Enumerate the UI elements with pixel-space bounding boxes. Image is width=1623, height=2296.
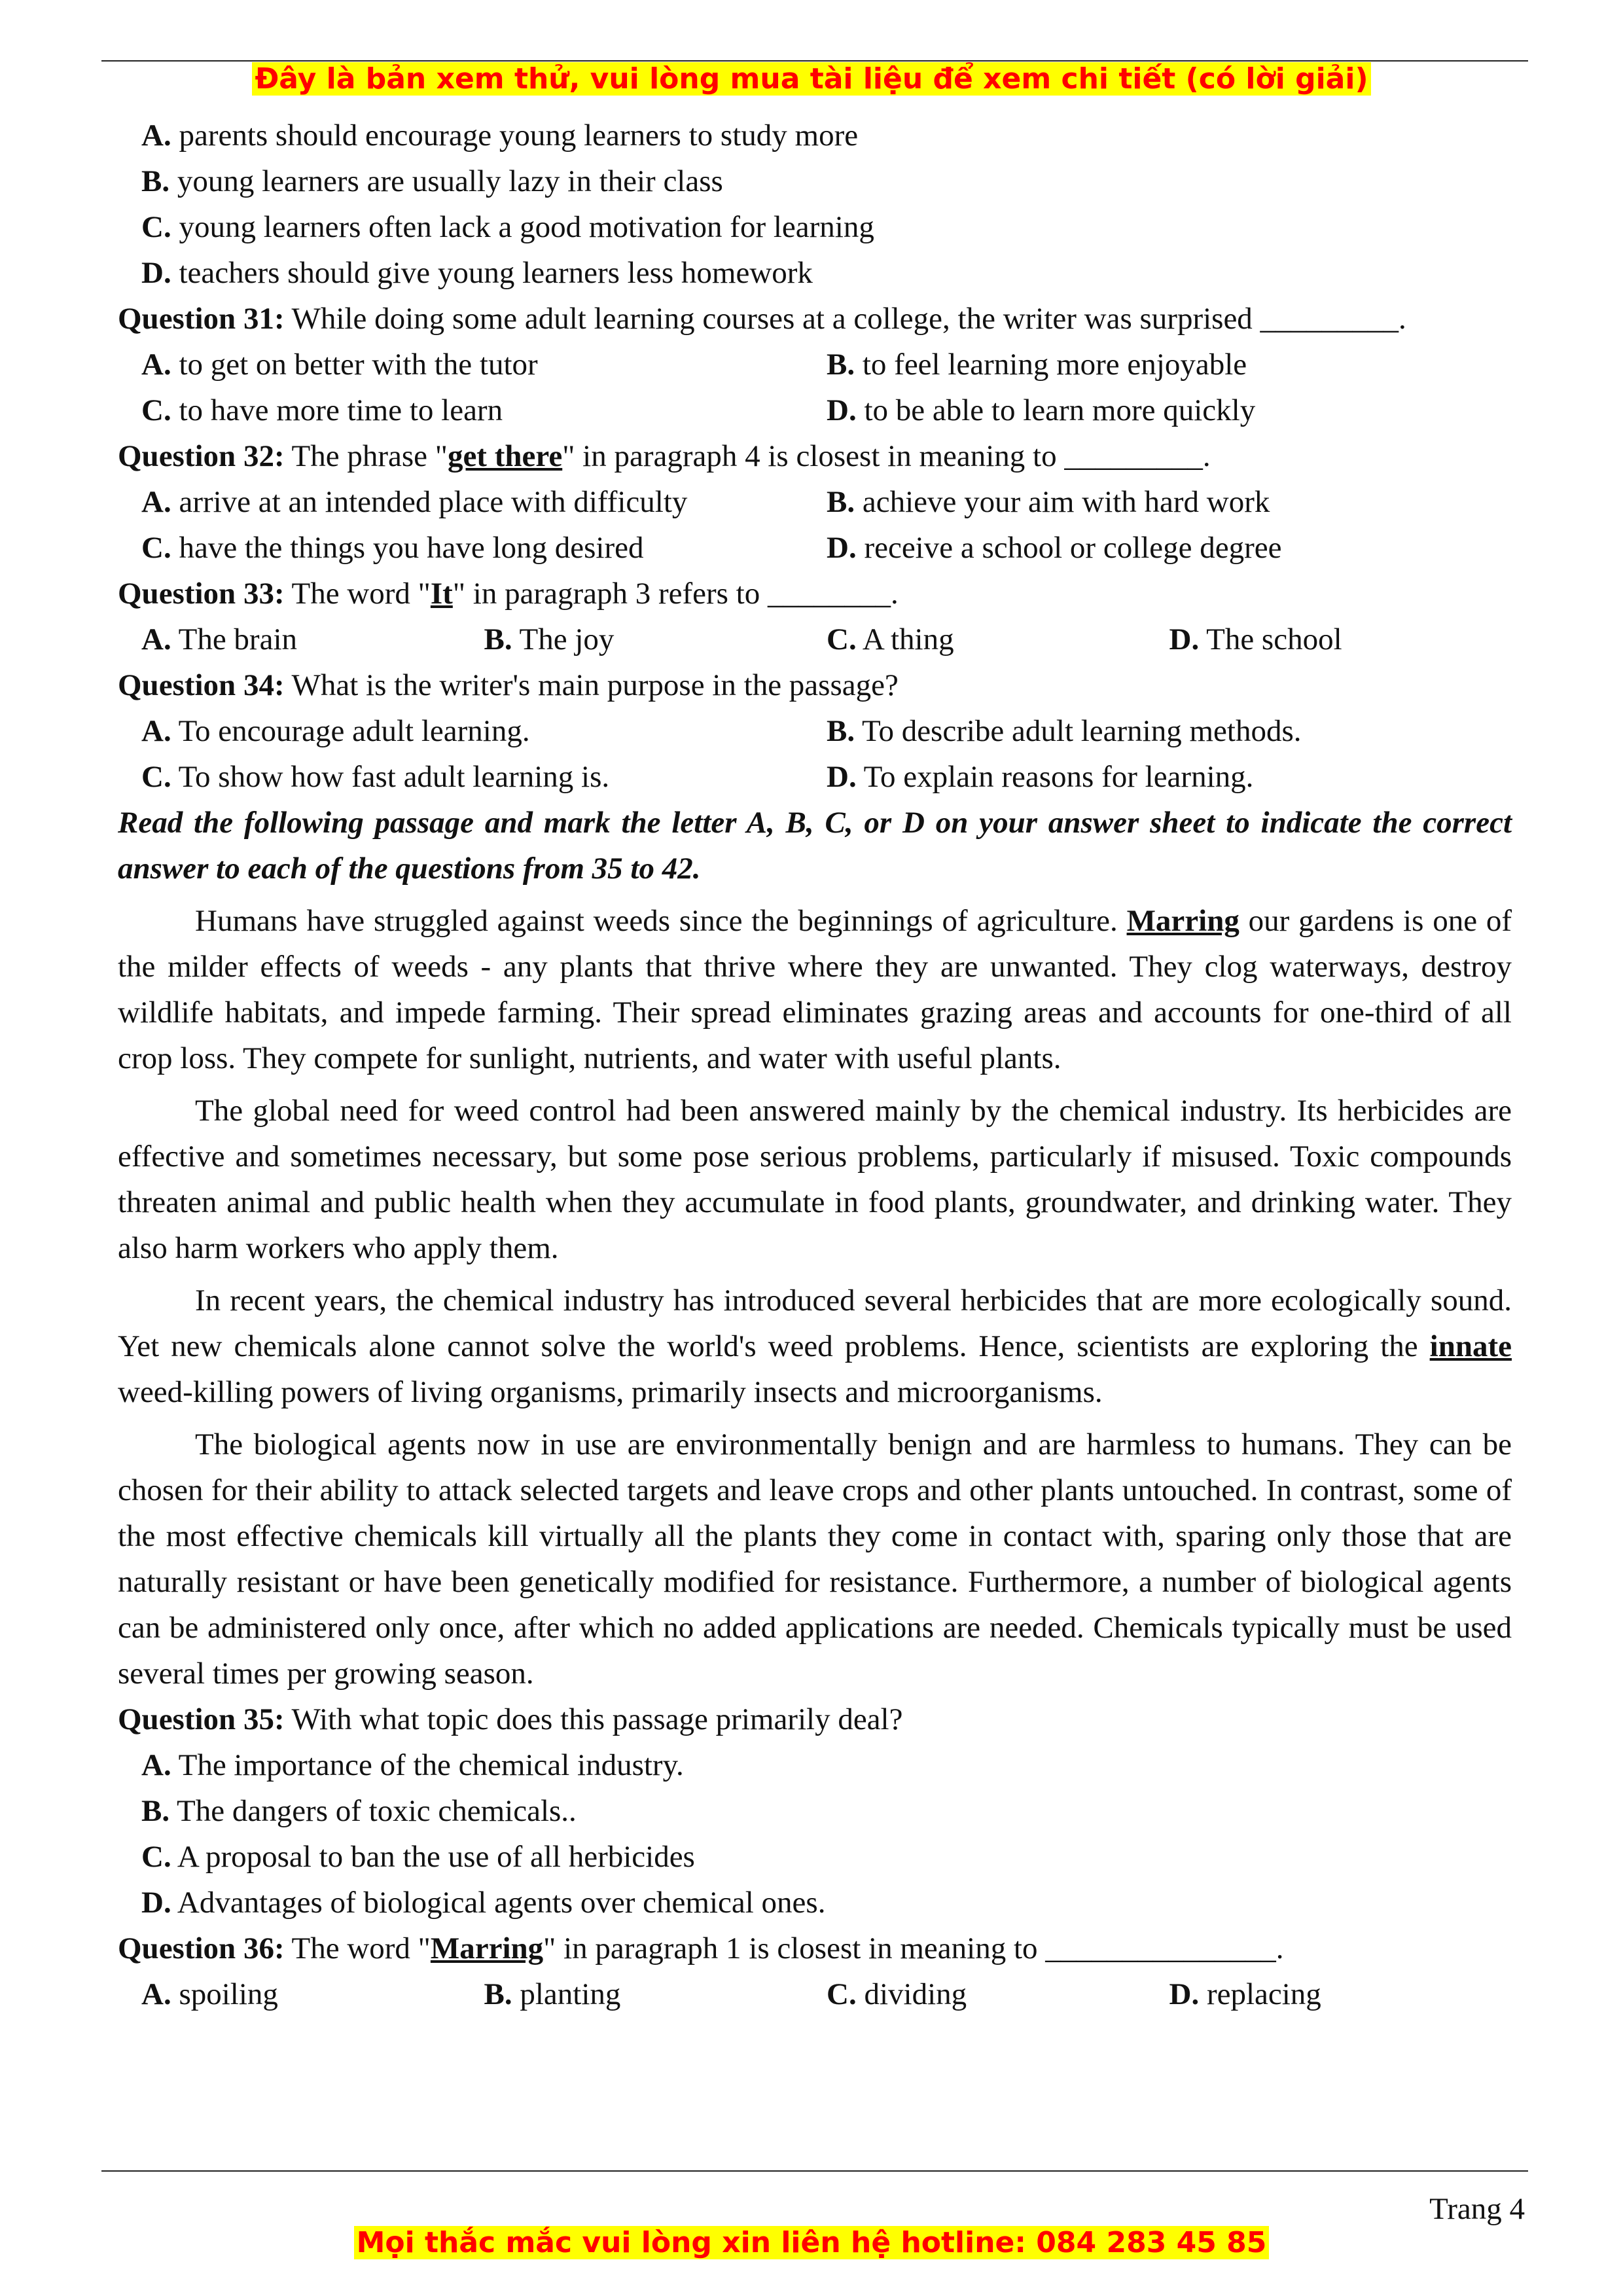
question-32: Question 32: The phrase "get there" in paragraph 4 is closest in meaning to _________. xyxy=(118,439,1211,473)
q30-option-a[interactable]: A. parents should encourage young learners to study more xyxy=(141,118,859,152)
q30-option-b[interactable]: B. young learners are usually lazy in their class xyxy=(141,164,723,198)
q36-option-b[interactable]: B. planting xyxy=(484,1977,621,2011)
q36-options-row xyxy=(141,1971,1512,2017)
q31-options-row-2 xyxy=(141,387,1512,433)
passage-paragraph-1: Humans have struggled against weeds since the beginnings of agriculture. Marring our gardens is one of the milder effects of weeds - any plants that thrive where they are unwanted. They clog waterways, destroy wildlife habitats, and impede farming. Their spread eliminates grazing areas and accounts for one-third of all crop loss. They compete for sunlight, nutrients, and water with useful plants. xyxy=(118,904,1512,1075)
q35-option-a[interactable]: A. The importance of the chemical industry. xyxy=(141,1748,684,1782)
page-number: Trang 4 xyxy=(1429,2192,1525,2226)
question-35: Question 35: With what topic does this passage primarily deal? xyxy=(118,1702,903,1736)
q31-option-d[interactable]: D. to be able to learn more quickly xyxy=(827,393,1256,427)
q33-option-b[interactable]: B. The joy xyxy=(484,622,615,656)
q31-option-b[interactable]: B. to feel learning more enjoyable xyxy=(827,348,1247,382)
q36-option-d[interactable]: D. replacing xyxy=(1169,1977,1321,2011)
preview-notice-text: Đây là bản xem thử, vui lòng mua tài liệu để xem chi tiết (có lời giải) xyxy=(252,62,1370,96)
passage-paragraph-2: The global need for weed control had been answered mainly by the chemical industry. Its herbicides are effective and sometimes necessary, but some pose serious problems, particularly if misused. Toxic compounds threaten animal and public health when they accumulate in food plants, groundwater, and drinking water. They also harm workers who apply them. xyxy=(118,1094,1512,1265)
preview-notice-banner xyxy=(0,62,1623,97)
q32-option-d[interactable]: D. receive a school or college degree xyxy=(827,531,1282,565)
reading-instruction: Read the following passage and mark the letter A, B, C, or D on your answer sheet to indicate the correct answer to each of the questions from 35 to 42. xyxy=(118,806,1512,886)
q31-option-c[interactable]: C. to have more time to learn xyxy=(141,393,503,427)
q30-option-c[interactable]: C. young learners often lack a good motivation for learning xyxy=(141,210,874,244)
q34-options-row-1 xyxy=(141,708,1512,754)
passage-paragraph-4: The biological agents now in use are environmentally benign and are harmless to humans. They can be chosen for their ability to attack selected targets and leave crops and other plants untouched. In contrast, some of the most effective chemicals kill virtually all the plants they come in contact with, sparing only those that are naturally resistant or have been genetically modified for resistance. Furthermore, a number of biological agents can be administered only once, after which no added applications are needed. Chemicals typically must be used several times per growing season. xyxy=(118,1427,1512,1691)
q34-options-row-2 xyxy=(141,754,1512,800)
q30-option-d[interactable]: D. teachers should give young learners less homework xyxy=(141,256,813,290)
q31-options-row-1 xyxy=(141,342,1512,387)
q33-option-d[interactable]: D. The school xyxy=(1169,622,1342,656)
q32-option-a[interactable]: A. arrive at an intended place with difficulty xyxy=(141,485,688,519)
q32-option-b[interactable]: B. achieve your aim with hard work xyxy=(827,485,1270,519)
q36-option-c[interactable]: C. dividing xyxy=(827,1977,967,2011)
q35-option-d[interactable]: D. Advantages of biological agents over chemical ones. xyxy=(141,1886,826,1920)
q35-option-c[interactable]: C. A proposal to ban the use of all herbicides xyxy=(141,1840,695,1874)
question-36: Question 36: The word "Marring" in paragraph 1 is closest in meaning to _______________. xyxy=(118,1931,1284,1965)
q31-option-a[interactable]: A. to get on better with the tutor xyxy=(141,348,538,382)
q34-option-d[interactable]: D. To explain reasons for learning. xyxy=(827,760,1254,794)
page-content xyxy=(118,113,1512,2017)
question-31: Question 31: While doing some adult learning courses at a college, the writer was surprised _________. xyxy=(118,302,1406,336)
q34-option-c[interactable]: C. To show how fast adult learning is. xyxy=(141,760,610,794)
q33-option-c[interactable]: C. A thing xyxy=(827,622,954,656)
q32-option-c[interactable]: C. have the things you have long desired xyxy=(141,531,644,565)
q34-option-b[interactable]: B. To describe adult learning methods. xyxy=(827,714,1302,748)
q35-option-b[interactable]: B. The dangers of toxic chemicals.. xyxy=(141,1794,577,1828)
footer-rule xyxy=(101,2170,1528,2172)
hotline-text: Mọi thắc mắc vui lòng xin liên hệ hotline: 084 283 45 85 xyxy=(354,2226,1270,2259)
q32-options-row-2 xyxy=(141,525,1512,571)
passage-paragraph-3: In recent years, the chemical industry has introduced several herbicides that are more ecologically sound. Yet new chemicals alone cannot solve the world's weed problems. Hence, scientists are exploring the innate weed-killing powers of living organisms, primarily insects and microorganisms. xyxy=(118,1283,1512,1409)
q36-option-a[interactable]: A. spoiling xyxy=(141,1977,278,2011)
q33-options-row xyxy=(141,617,1512,662)
q32-options-row-1 xyxy=(141,479,1512,525)
q33-option-a[interactable]: A. The brain xyxy=(141,622,297,656)
question-34: Question 34: What is the writer's main purpose in the passage? xyxy=(118,668,899,702)
q34-option-a[interactable]: A. To encourage adult learning. xyxy=(141,714,530,748)
hotline-banner xyxy=(0,2225,1623,2261)
question-33: Question 33: The word "It" in paragraph 3 refers to ________. xyxy=(118,577,899,611)
